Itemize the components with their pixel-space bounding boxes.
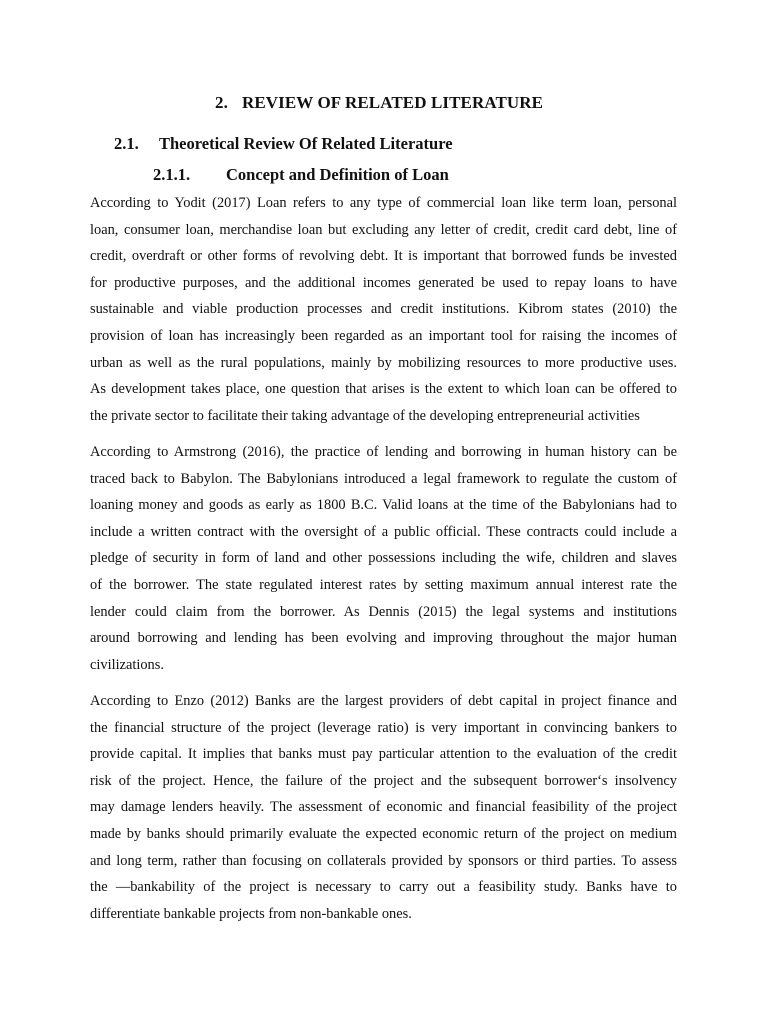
- text-line: loaning money and goods as early as 1800 B.C. Valid loans at the time of the Babylonians had to: [90, 497, 677, 514]
- subsubsection-heading: [153, 165, 449, 185]
- text-line: According to Yodit (2017) Loan refers to any type of commercial loan like term loan, personal: [90, 195, 677, 211]
- subsection-number: 2.1.: [114, 134, 139, 153]
- subsection-title: Theoretical Review Of Related Literature: [159, 134, 453, 153]
- text-line: According to Enzo (2012) Banks are the largest providers of debt capital in project finance and: [90, 693, 677, 709]
- subsubsection-number: 2.1.1.: [153, 165, 191, 184]
- subsection-heading: [114, 134, 453, 154]
- text-line: the financial structure of the project (leverage ratio) is very important in convincing bankers to: [90, 719, 677, 736]
- text-line: According to Armstrong (2016), the practice of lending and borrowing in human history can be: [90, 444, 677, 460]
- text-line: provide capital. It implies that banks must pay particular attention to the evaluation of the credit: [90, 746, 677, 763]
- text-line: include a written contract with the oversight of a public official. These contracts could include a: [90, 523, 677, 540]
- text-line: risk of the project. Hence, the failure of the project and the subsequent borrower‘s insolvency: [90, 772, 677, 789]
- text-line: traced back to Babylon. The Babylonians introduced a legal framework to regulate the custom of: [90, 470, 677, 487]
- subsubsection-title: Concept and Definition of Loan: [226, 165, 449, 184]
- text-line: credit, overdraft or other forms of revolving debt. It is important that borrowed funds be invested: [90, 248, 677, 265]
- text-line: differentiate bankable projects from non-bankable ones.: [90, 905, 412, 922]
- text-line: made by banks should primarily evaluate the expected economic return of the project on medium: [90, 825, 677, 842]
- section-number: 2.: [215, 93, 228, 112]
- text-line: the ―bankability of the project is necessary to carry out a feasibility study. Banks have to: [90, 879, 677, 896]
- text-line: loan, consumer loan, merchandise loan but excluding any letter of credit, credit card debt, line of: [90, 221, 677, 238]
- text-line: lender could claim from the borrower. As Dennis (2015) the legal systems and institutions: [90, 603, 677, 620]
- text-line: civilizations.: [90, 656, 164, 673]
- text-line: As development takes place, one question that arises is the extent to which loan can be offered to: [90, 381, 677, 398]
- paragraph: [90, 190, 677, 429]
- paragraph: [90, 688, 677, 927]
- text-line: around borrowing and lending has been evolving and improving throughout the major human: [90, 630, 677, 647]
- text-line: sustainable and viable production processes and credit institutions. Kibrom states (2010) the: [90, 301, 677, 318]
- text-line: urban as well as the rural populations, mainly by mobilizing resources to more productive uses.: [90, 354, 677, 371]
- text-line: the private sector to facilitate their taking advantage of the developing entrepreneurial activities: [90, 407, 640, 424]
- text-line: of the borrower. The state regulated interest rates by setting maximum annual interest rate the: [90, 576, 677, 593]
- text-line: may damage lenders heavily. The assessment of economic and financial feasibility of the project: [90, 799, 677, 816]
- text-line: for productive purposes, and the additional incomes generated be used to repay loans to have: [90, 274, 677, 291]
- section-title: REVIEW OF RELATED LITERATURE: [241, 93, 544, 112]
- text-line: provision of loan has increasingly been regarded as an important tool for raising the incomes of: [90, 327, 677, 344]
- text-line: pledge of security in form of land and other possessions including the wife, children and slaves: [90, 550, 677, 567]
- text-line: and long term, rather than focusing on collaterals provided by sponsors or third parties. To assess: [90, 852, 677, 869]
- section-heading: [215, 93, 543, 113]
- paragraph: [90, 439, 677, 678]
